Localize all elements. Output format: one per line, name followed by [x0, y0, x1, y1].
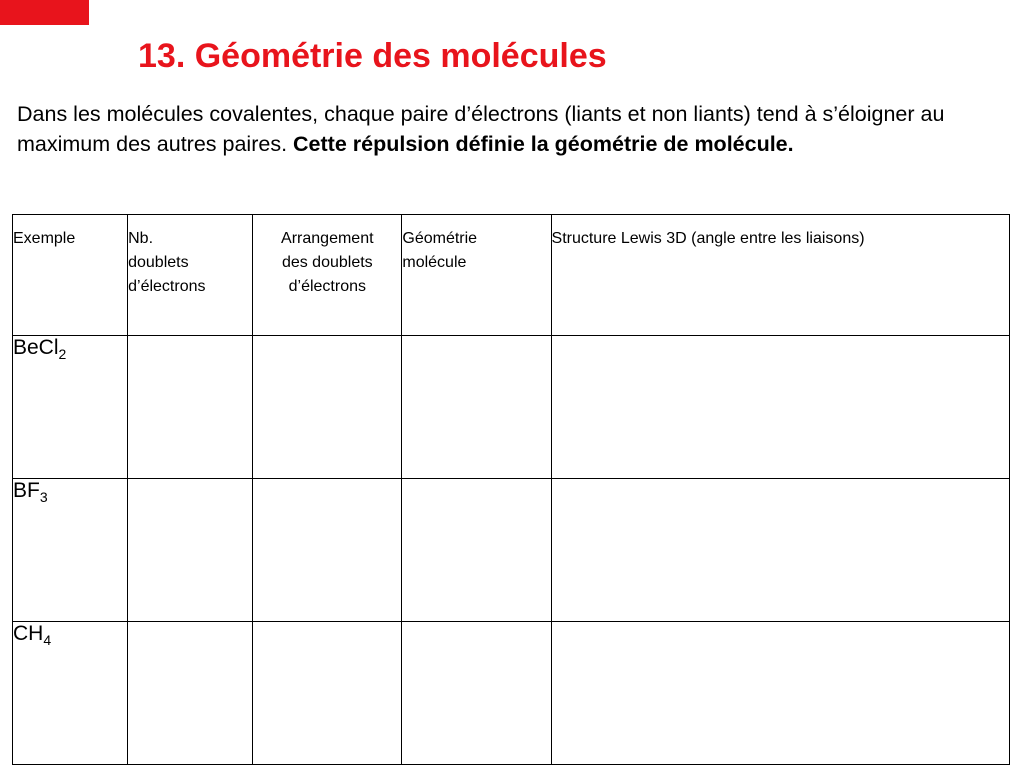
formula-main: BeCl — [13, 336, 59, 359]
header-nb-line3: d’électrons — [128, 278, 206, 295]
header-nb-line2: doublets — [128, 254, 189, 271]
header-arrangement — [253, 215, 402, 336]
accent-bar — [0, 0, 89, 25]
table-header-row — [13, 215, 1010, 336]
empty-cell — [128, 336, 253, 479]
header-nb-doublets — [128, 215, 253, 336]
header-structure-lewis — [551, 215, 1009, 336]
header-nb-line1: Nb. — [128, 230, 154, 247]
table-row — [13, 622, 1010, 765]
header-geo-line2: molécule — [402, 254, 467, 271]
table-row — [13, 479, 1010, 622]
header-structure-label: Structure Lewis 3D (angle entre les liaisons) — [551, 230, 865, 247]
formula-cell-bf3 — [13, 479, 128, 622]
empty-cell — [402, 479, 551, 622]
header-arr-line3: d’électrons — [288, 278, 366, 295]
empty-cell — [253, 479, 402, 622]
header-geo-line1: Géométrie — [402, 230, 478, 247]
empty-cell — [253, 336, 402, 479]
intro-text: Dans les molécules covalentes, chaque paire d’électrons (liants et non liants) tend à s’éloigner au maximum des autres paires. — [17, 102, 945, 156]
empty-cell — [551, 622, 1009, 765]
empty-cell — [253, 622, 402, 765]
table-row — [13, 336, 1010, 479]
formula-subscript: 3 — [39, 489, 48, 505]
header-arr-line1: Arrangement — [281, 230, 374, 247]
empty-cell — [551, 479, 1009, 622]
empty-cell — [551, 336, 1009, 479]
formula-main: BF — [13, 479, 40, 502]
intro-bold-text: Cette répulsion définie la géométrie de molécule. — [293, 132, 794, 156]
geometry-table — [12, 214, 1010, 765]
formula-main: CH — [13, 622, 44, 645]
empty-cell — [402, 336, 551, 479]
formula-subscript: 2 — [58, 346, 67, 362]
intro-paragraph — [17, 99, 1002, 159]
formula-subscript: 4 — [43, 632, 52, 648]
empty-cell — [402, 622, 551, 765]
formula-cell-becl2 — [13, 336, 128, 479]
empty-cell — [128, 622, 253, 765]
header-example-label: Exemple — [13, 230, 76, 247]
empty-cell — [128, 479, 253, 622]
header-example — [13, 215, 128, 336]
header-arr-line2: des doublets — [281, 254, 373, 271]
slide-title: 13. Géométrie des molécules — [138, 37, 607, 75]
formula-cell-ch4 — [13, 622, 128, 765]
header-geometry — [402, 215, 551, 336]
